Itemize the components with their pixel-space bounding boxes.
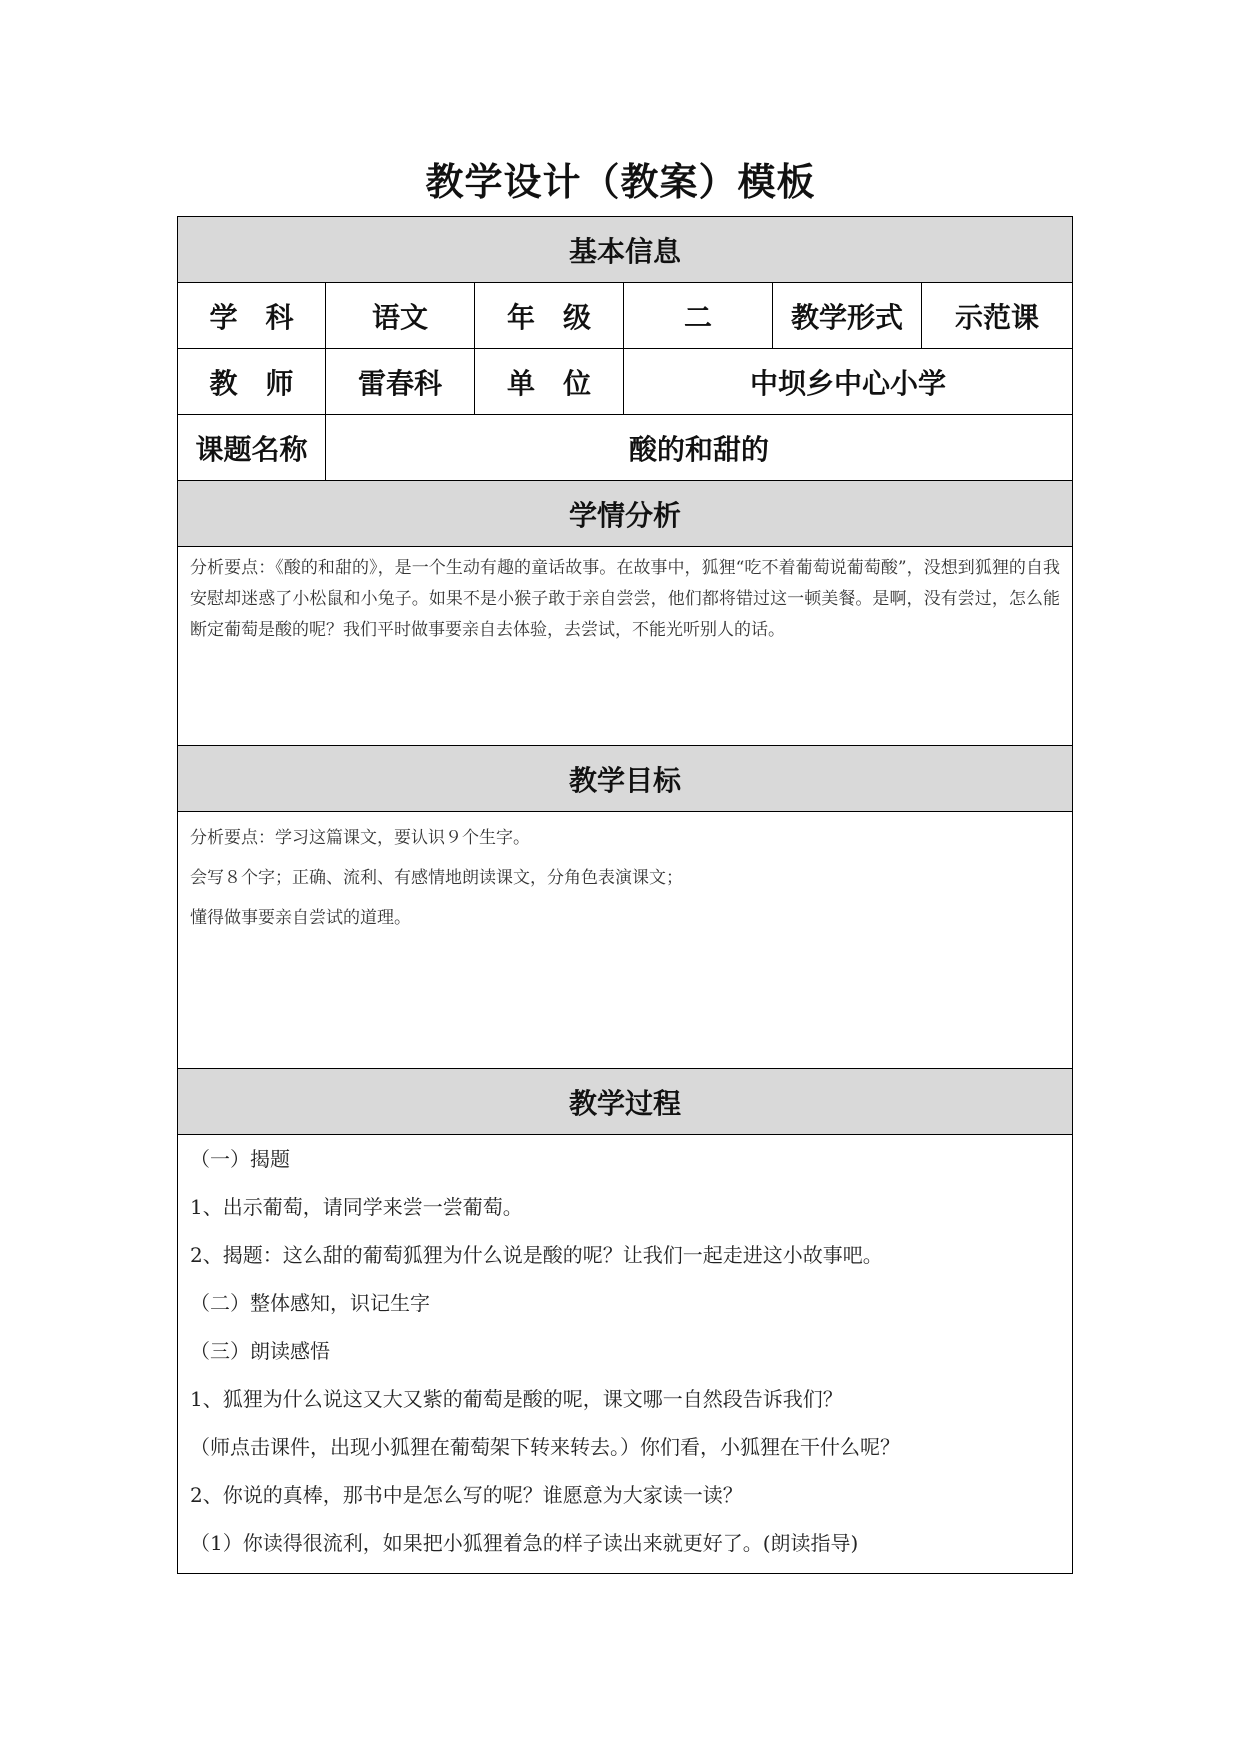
unit-value: 中坝乡中心小学 <box>624 349 1073 415</box>
teaching-form-label: 教学形式 <box>773 283 922 349</box>
goal-line: 分析要点：学习这篇课文，要认识９个生字。 <box>190 828 530 848</box>
process-line: （三）朗读感悟 <box>190 1339 330 1363</box>
process-line: 2、揭题：这么甜的葡萄狐狸为什么说是酸的呢？让我们一起走进这小故事吧。 <box>190 1243 883 1267</box>
document-title: 教学设计（教案）模板 <box>425 159 816 204</box>
subject-label: 学 科 <box>178 283 326 349</box>
process-header: 教学过程 <box>178 1069 1073 1135</box>
goal-line: 会写８个字；正确、流利、有感情地朗读课文，分角色表演课文； <box>190 868 683 888</box>
unit-label: 单 位 <box>475 349 624 415</box>
lesson-plan-table <box>177 216 1073 1574</box>
process-body-row <box>178 1135 1073 1574</box>
teacher-value: 雷春科 <box>326 349 475 415</box>
teaching-form-value: 示范课 <box>922 283 1073 349</box>
process-line: 2、你说的真棒，那书中是怎么写的呢？谁愿意为大家读一读？ <box>190 1483 743 1507</box>
topic-label: 课题名称 <box>178 415 326 481</box>
process-line: 1、出示葡萄，请同学来尝一尝葡萄。 <box>190 1195 523 1219</box>
grade-value: 二 <box>624 283 773 349</box>
subject-value: 语文 <box>326 283 475 349</box>
goals-body-row <box>178 812 1073 1069</box>
process-line: 1、狐狸为什么说这又大又紫的葡萄是酸的呢，课文哪一自然段告诉我们？ <box>190 1387 843 1411</box>
process-header-row <box>178 1069 1073 1135</box>
goal-line: 懂得做事要亲自尝试的道理。 <box>190 908 411 928</box>
analysis-header-row <box>178 481 1073 547</box>
analysis-header: 学情分析 <box>178 481 1073 547</box>
process-line: （二）整体感知，识记生字 <box>190 1291 430 1315</box>
process-line: （1）你读得很流利，如果把小狐狸着急的样子读出来就更好了。(朗读指导) <box>190 1531 859 1555</box>
topic-value: 酸的和甜的 <box>326 415 1073 481</box>
teacher-label: 教 师 <box>178 349 326 415</box>
basic-info-header: 基本信息 <box>178 217 1073 283</box>
process-line: （一）揭题 <box>190 1147 290 1171</box>
goals-body <box>178 812 1073 1069</box>
goals-header-row <box>178 746 1073 812</box>
grade-label: 年 级 <box>475 283 624 349</box>
topic-row <box>178 415 1073 481</box>
process-line: （师点击课件，出现小狐狸在葡萄架下转来转去。）你们看，小狐狸在干什么呢？ <box>190 1435 900 1459</box>
analysis-body <box>178 547 1073 746</box>
analysis-text: 分析要点：《酸的和甜的》，是一个生动有趣的童话故事。在故事中，狐狸“吃不着葡萄说葡萄酸”，没想到狐狸的自我安慰却迷惑了小松鼠和小兔子。如果不是小猴子敢于亲自尝尝，他们都将错过这一顿美餐。是啊，没有尝过，怎么能断定葡萄是酸的呢？我们平时做事要亲自去体验，去尝试，不能光听别人的话。 <box>190 558 1061 640</box>
analysis-body-row <box>178 547 1073 746</box>
basic-info-header-row <box>178 217 1073 283</box>
process-body <box>178 1135 1073 1574</box>
goals-header: 教学目标 <box>178 746 1073 812</box>
subject-grade-row <box>178 283 1073 349</box>
teacher-unit-row <box>178 349 1073 415</box>
